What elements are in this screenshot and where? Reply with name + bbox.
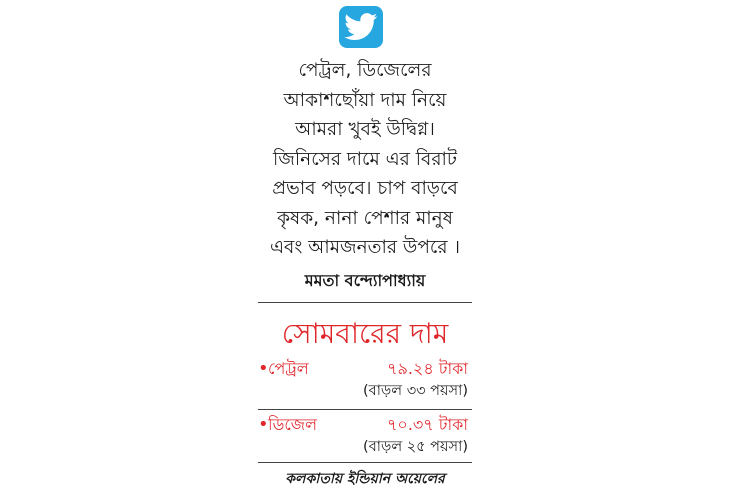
quote-line: আকাশছোঁয়া দাম নিয়ে (283, 89, 447, 111)
divider (258, 409, 472, 410)
quote-line: কৃষক, নানা পেশার মানুষ (277, 207, 453, 229)
fuel-price: ৭৯.২৪ টাকা (387, 359, 468, 378)
price-change: (বাড়ল ৩৩ পয়সা) (363, 383, 468, 399)
price-change: (বাড়ল ২৫ পয়সা) (363, 439, 468, 455)
fuel-name: পেট্রল (268, 359, 309, 378)
divider (258, 302, 472, 303)
quote-line: প্রভাব পড়বে। চাপ বাড়বে (272, 178, 458, 199)
fuel-name: ডিজেল (268, 415, 318, 434)
twitter-icon (339, 6, 383, 48)
quote-author: মমতা বন্দ্যোপাধ্যায় (304, 271, 426, 290)
quote-text (250, 56, 480, 263)
fuel-price: ৭০.৩৭ টাকা (387, 415, 468, 434)
bullet-icon: • (258, 358, 269, 379)
divider (258, 462, 472, 463)
prices-heading: সোমবারের দাম (281, 317, 449, 350)
quote-line: এবং আমজনতার উপরে । (269, 237, 461, 258)
price-source: কলকাতায় ইন্ডিয়ান অয়েলের (285, 471, 445, 487)
quote-line: আমরা খুবই উদ্বিগ্ন। (295, 119, 435, 140)
twitter-bird-icon (344, 13, 378, 41)
bullet-icon: • (258, 414, 269, 435)
quote-line: পেট্রল, ডিজেলের (298, 60, 432, 81)
quote-line: জিনিসের দামে এর বিরাট (273, 148, 457, 170)
